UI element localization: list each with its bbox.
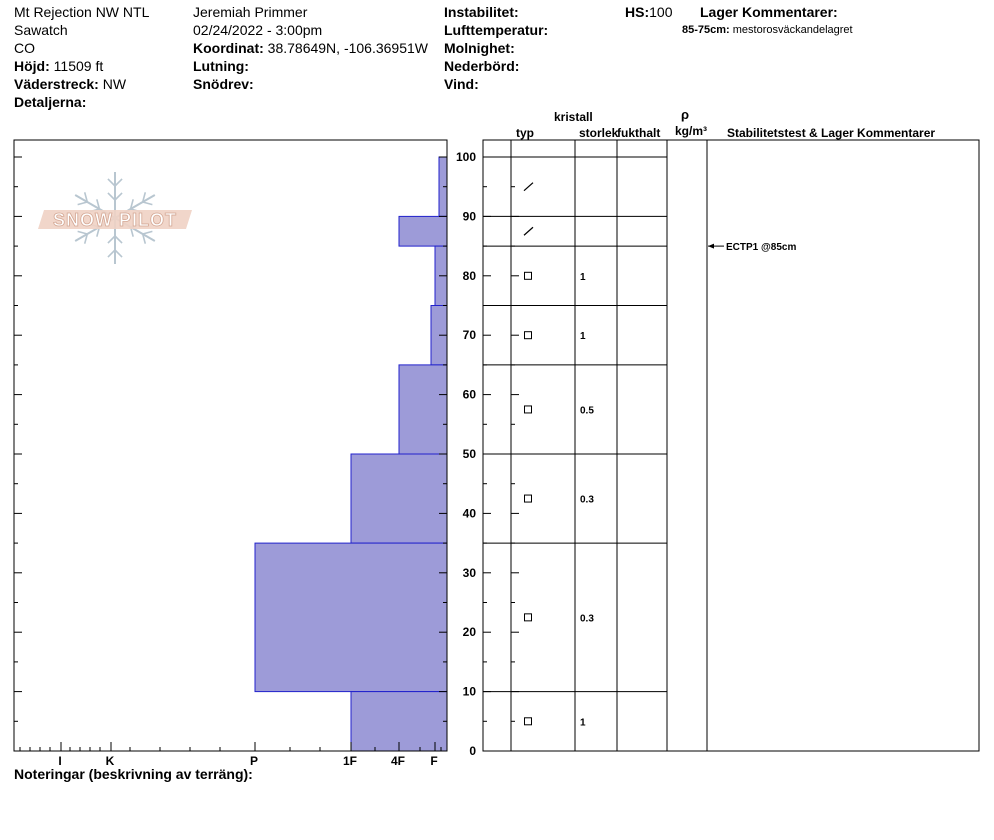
depth-tick-label: 60: [462, 387, 476, 402]
snowflake-branch: [78, 231, 88, 234]
aspect-value: NW: [102, 76, 127, 92]
elevation-label: Höjd:: [14, 58, 50, 74]
grain-symbol-faceted: [525, 718, 532, 725]
density-symbol: ρ: [681, 107, 690, 122]
state-name: CO: [14, 40, 35, 56]
hardness-tick-label: P: [249, 754, 259, 768]
depth-tick-label: 0: [469, 744, 476, 758]
coordinates-label: Koordinat:: [193, 40, 264, 56]
snowflake-branch: [115, 193, 122, 200]
snowflake-branch: [115, 250, 122, 257]
hardness-tick-label: 4F: [390, 754, 406, 768]
depth-tick-label: 70: [462, 328, 476, 343]
elevation-value: 11509 ft: [53, 58, 104, 74]
precip-label: Nederbörd:: [444, 58, 520, 74]
snowflake-branch: [108, 236, 115, 243]
depth-tick-label: 20: [462, 625, 476, 640]
logo-text: SNOW PILOT: [53, 210, 177, 230]
hardness-tick-label: 1F: [342, 754, 358, 768]
grain-symbol-faceted: [525, 406, 532, 413]
stability-header: Stabilitetstest & Lager Kommentarer: [727, 126, 936, 140]
snowflake-branch: [115, 236, 122, 243]
hardness-tick-label: F: [430, 754, 438, 768]
depth-tick-label: 10: [462, 684, 476, 699]
observation-datetime: 02/24/2022 - 3:00pm: [193, 22, 323, 38]
depth-tick-label: 30: [462, 565, 476, 580]
snowflake-branch: [108, 250, 115, 257]
grain-size-value: 0.5: [580, 405, 594, 417]
grain-symbol-faceted: [525, 272, 532, 279]
snow-pilot-logo: [38, 172, 192, 264]
depth-tick-label: 90: [462, 209, 476, 224]
hardness-bar: [255, 543, 447, 692]
grain-symbol-faceted: [525, 614, 532, 621]
hardness-bar: [399, 365, 447, 454]
layer-comment-text: mestorosväckandelagret: [732, 24, 853, 36]
layer-comments-label: Lager Kommentarer:: [700, 4, 838, 20]
grain-size-value: 1: [580, 717, 586, 729]
wind-label: Vind:: [444, 76, 479, 92]
hardness-layers: [255, 157, 447, 751]
grain-symbol-decomposing: [524, 227, 533, 235]
details-label: Detaljerna:: [14, 94, 87, 110]
snowflake-branch: [108, 179, 115, 186]
chart-frames: [14, 140, 979, 751]
type-header: typ: [516, 126, 534, 140]
grain-size-value: 1: [580, 331, 586, 343]
hardness-bar: [351, 454, 447, 543]
snowflake-branch: [78, 202, 88, 205]
grain-symbol-decomposing: [524, 183, 533, 191]
grain-size-value: 1: [580, 271, 586, 283]
grain-symbol-faceted: [525, 332, 532, 339]
sky-label: Molnighet:: [444, 40, 515, 56]
hardness-bar: [399, 216, 447, 246]
crystal-header: kristall: [554, 110, 593, 124]
instability-label: Instabilitet:: [444, 4, 519, 20]
table-frame: [483, 140, 979, 751]
density-unit: kg/m³: [675, 124, 708, 138]
depth-tick-label: 50: [462, 447, 476, 461]
hardness-tick-label: K: [105, 754, 115, 768]
hs-value: 100: [649, 4, 673, 20]
grain-size-value: 0.3: [580, 494, 594, 506]
snowflake-branch: [143, 202, 153, 205]
moisture-header: fukthalt: [617, 126, 661, 140]
snowflake-branch: [143, 231, 153, 234]
grain-size-value: 0.3: [580, 613, 594, 625]
air-temp-label: Lufttemperatur:: [444, 22, 549, 38]
depth-tick-label: 40: [462, 506, 476, 521]
slope-label: Lutning:: [193, 58, 249, 74]
snowflake-branch: [115, 179, 122, 186]
grain-symbol-faceted: [525, 495, 532, 502]
notes-label: Noteringar (beskrivning av terräng):: [14, 766, 253, 782]
observer-name: Jeremiah Primmer: [193, 4, 308, 20]
hardness-tick-label: I: [58, 754, 62, 768]
range-name: Sawatch: [14, 22, 68, 38]
aspect-label: Väderstreck:: [14, 76, 99, 92]
snowflake-branch: [108, 193, 115, 200]
layer-comment-range: 85-75cm:: [682, 24, 730, 36]
location-name: Mt Rejection NW NTL: [14, 4, 150, 20]
hs-label: HS:: [625, 4, 650, 20]
stability-tests: [708, 242, 796, 253]
test-arrow-head: [708, 244, 714, 249]
size-header: storlek: [579, 126, 619, 140]
depth-tick-label: 80: [462, 268, 476, 283]
wind-loading-label: Snödrev:: [193, 76, 254, 92]
stability-test-label: ECTP1 @85cm: [726, 242, 797, 254]
coordinates-value: 38.78649N, -106.36951W: [267, 40, 428, 56]
depth-tick-label: 100: [455, 150, 476, 164]
